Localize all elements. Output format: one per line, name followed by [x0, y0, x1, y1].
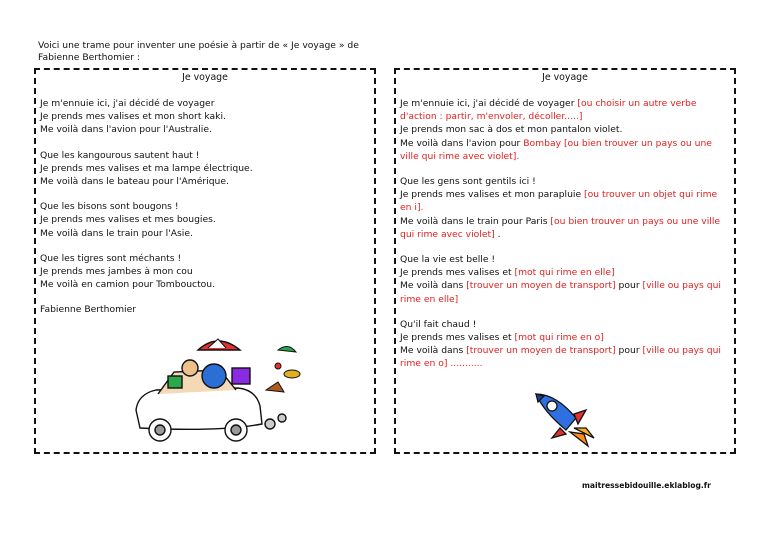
verse: Me voilà en camion pour Tombouctou. [40, 279, 216, 291]
verse: Me voilà dans le train pour l'Asie. [40, 227, 193, 239]
verse: Je prends mes valises et [mot qui rime en elle] [400, 267, 615, 279]
verse: Me voilà dans le bateau pour l'Amérique. [40, 176, 229, 188]
verse: Me voilà dans l'avion pour Bombay [ou bien trouver un pays ou une ville qui rime avec violet]. [400, 137, 712, 162]
verse: Je prends mes valises et mon short kaki. [40, 111, 226, 123]
verse: Qu'il fait chaud ! [400, 318, 477, 330]
stanza-3 [400, 253, 728, 306]
verse: Je prends mes valises et [mot qui rime en o] [400, 332, 604, 344]
verse: Me voilà dans [trouver un moyen de transport] pour [ville ou pays qui rime en elle] [400, 280, 721, 305]
rocket-illustration [530, 388, 602, 452]
poem-panel-original [34, 68, 376, 454]
verse: Que les tigres sont méchants ! [40, 252, 182, 264]
poem-author: Fabienne Berthomier [40, 304, 137, 316]
stanza-4 [400, 318, 728, 371]
stanza-2 [400, 175, 728, 241]
intro-text: Voici une trame pour inventer une poésie à partir de « Je voyage » de Fabienne Berthomier : [38, 40, 359, 63]
verse: Je prends mes valises et ma lampe électrique. [40, 162, 253, 174]
poem-title: Je voyage [542, 72, 588, 83]
verse: Me voilà dans le train pour Paris [ou bien trouver un pays ou une ville qui rime avec violet] . [400, 215, 721, 240]
verse: Je prends mes valises et mon parapluie [ou trouver un objet qui rime en i]. [400, 189, 718, 214]
travel-car-illustration [128, 338, 308, 450]
poem-panel-template [394, 68, 736, 454]
website-credit: maitressebidouille.eklablog.fr [582, 481, 711, 490]
verse: Que la vie est belle ! [400, 254, 496, 266]
verse: Je m'ennuie ici, j'ai décidé de voyager [40, 98, 215, 109]
stanza-3 [40, 200, 374, 240]
verse: Me voilà dans [trouver un moyen de transport] pour [ville ou pays qui rime en o] ........... [400, 345, 721, 370]
verse: Que les bisons sont bougons ! [40, 201, 179, 213]
poem-title: Je voyage [182, 72, 228, 83]
verse: Je prends mes jambes à mon cou [40, 266, 193, 278]
stanza-4 [40, 252, 374, 292]
verse: Je prends mes valises et mes bougies. [40, 214, 216, 226]
verse: Je m'ennuie ici, j'ai décidé de voyager [ou choisir un autre verbe d'action : partir, m'envoler, décoller.....] [400, 98, 697, 123]
verse: Que les gens sont gentils ici ! [400, 176, 536, 188]
verse: Me voilà dans l'avion pour l'Australie. [40, 124, 212, 136]
verse: Je prends mon sac à dos et mon pantalon violet. [400, 124, 623, 136]
stanza-1 [40, 97, 374, 137]
verse: Que les kangourous sautent haut ! [40, 149, 200, 161]
stanza-2 [40, 149, 374, 189]
stanza-1 [400, 97, 728, 163]
